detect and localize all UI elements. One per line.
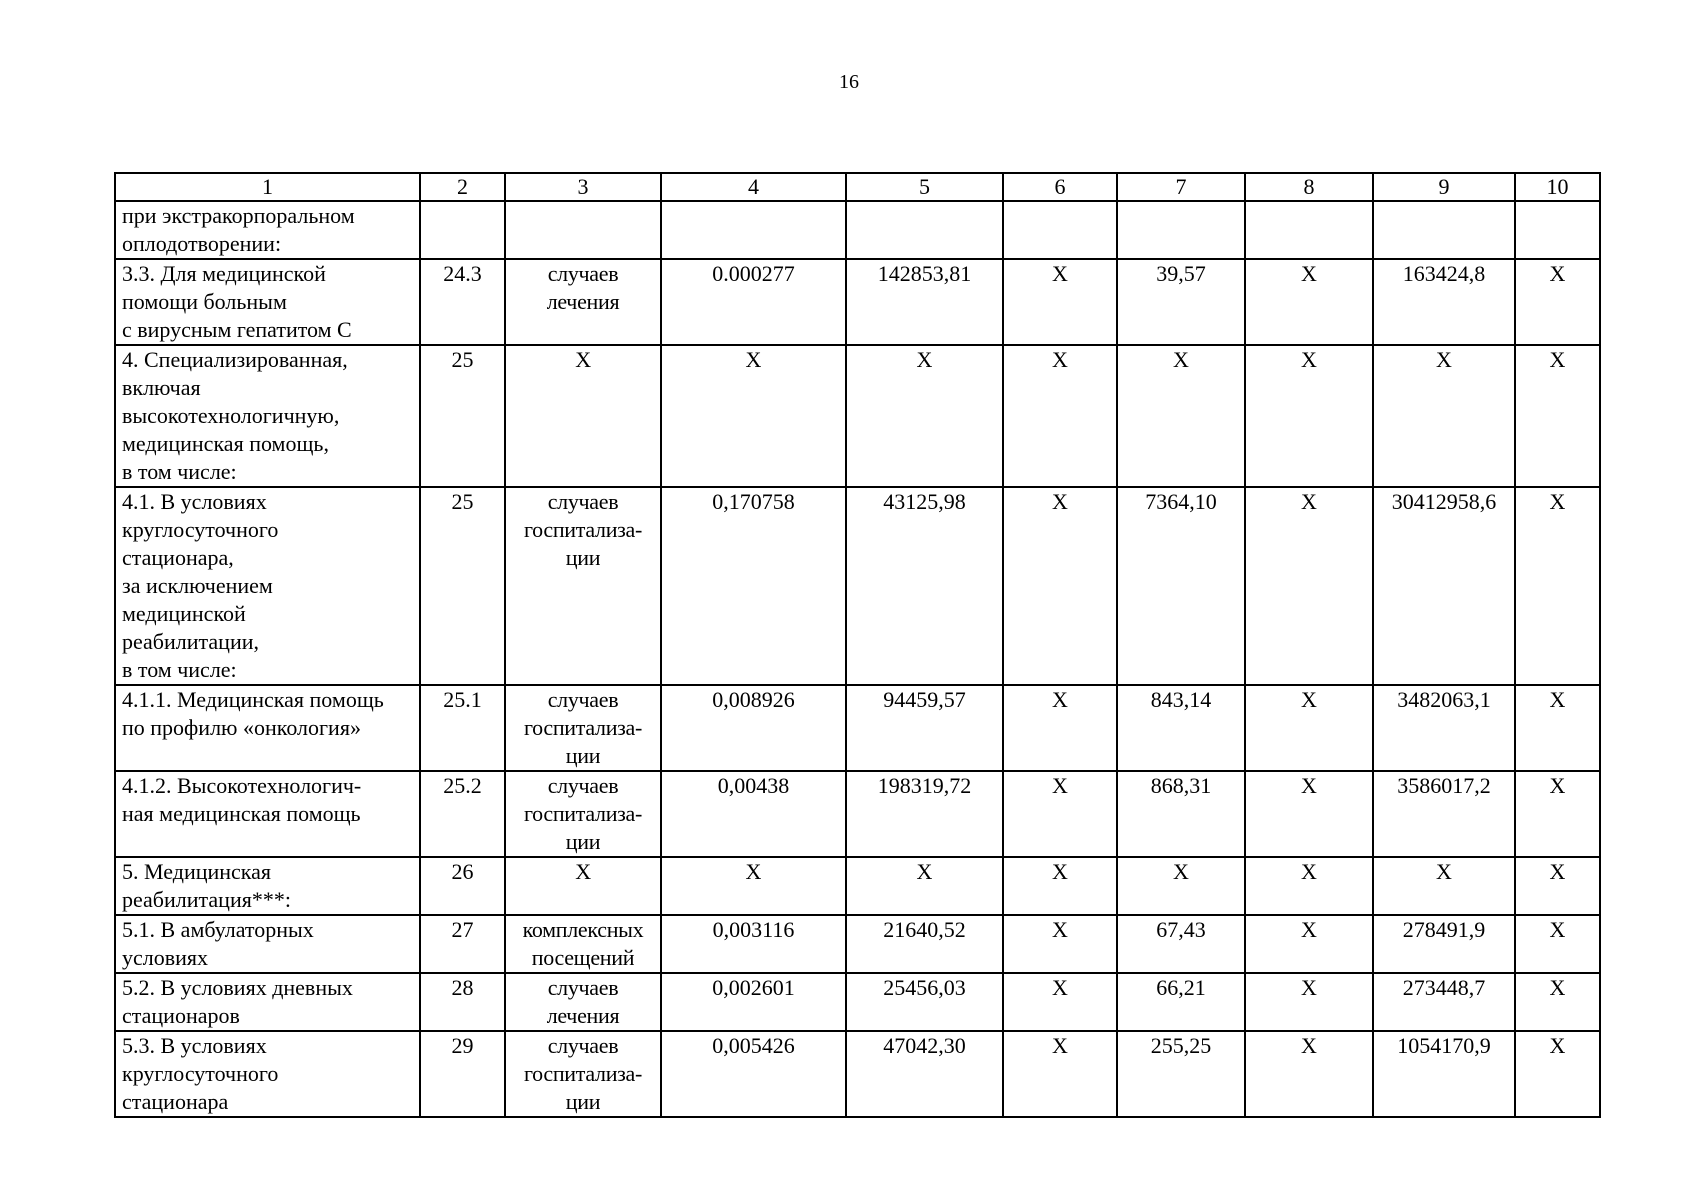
row-code: 28 xyxy=(420,973,505,1031)
row-unit-line: случаев xyxy=(547,773,619,798)
row-label xyxy=(115,1031,420,1117)
row-unit-line: комплексных xyxy=(522,917,644,942)
row-unit-line: лечения xyxy=(546,289,620,314)
row-label xyxy=(115,771,420,857)
row-label-line: включая xyxy=(122,375,201,400)
row-unit-line: ции xyxy=(565,1089,601,1114)
row-unit-line: госпитализа- xyxy=(523,1061,643,1086)
cell-c10: Х xyxy=(1515,915,1600,973)
row-label-line: 5. Медицинская xyxy=(122,859,272,884)
cell-c6: Х xyxy=(1003,857,1117,915)
row-label-line: с вирусным гепатитом С xyxy=(122,317,352,342)
col-header-5: 5 xyxy=(846,173,1003,201)
cell-c6: Х xyxy=(1003,771,1117,857)
cell-c10: Х xyxy=(1515,345,1600,487)
cell-c4: 0,008926 xyxy=(661,685,846,771)
table-row xyxy=(115,1031,1600,1117)
row-code: 26 xyxy=(420,857,505,915)
col-header-1: 1 xyxy=(115,173,420,201)
row-label-line: 5.3. В условиях xyxy=(122,1033,267,1058)
cell-c8: Х xyxy=(1245,487,1373,685)
cell-c10: Х xyxy=(1515,259,1600,345)
row-unit xyxy=(505,259,661,345)
cell-c10 xyxy=(1515,201,1600,259)
cell-c9: 273448,7 xyxy=(1373,973,1515,1031)
cell-c9: 3586017,2 xyxy=(1373,771,1515,857)
row-label-line: в том числе: xyxy=(122,459,237,484)
cell-c6: Х xyxy=(1003,345,1117,487)
row-unit xyxy=(505,685,661,771)
row-unit-line: госпитализа- xyxy=(523,801,643,826)
table-row xyxy=(115,685,1600,771)
cell-c10: Х xyxy=(1515,487,1600,685)
cell-c9 xyxy=(1373,201,1515,259)
row-label xyxy=(115,915,420,973)
cell-c7: 255,25 xyxy=(1117,1031,1245,1117)
table-row xyxy=(115,771,1600,857)
row-label-line: стационара, xyxy=(122,545,234,570)
row-label-line: 4.1. В условиях xyxy=(122,489,267,514)
row-unit-line: случаев xyxy=(547,489,619,514)
table-row xyxy=(115,201,1600,259)
row-label-line: реабилитации, xyxy=(122,629,259,654)
row-unit-line: Х xyxy=(575,859,591,884)
cell-c6 xyxy=(1003,201,1117,259)
row-label-line: оплодотворении: xyxy=(122,231,282,256)
row-code: 25 xyxy=(420,345,505,487)
col-header-4: 4 xyxy=(661,173,846,201)
cell-c5: 47042,30 xyxy=(846,1031,1003,1117)
row-label-line: 4. Специализированная, xyxy=(122,347,348,372)
cell-c5: Х xyxy=(846,857,1003,915)
row-code xyxy=(420,201,505,259)
row-label-line: круглосуточного xyxy=(122,1061,279,1086)
col-header-2: 2 xyxy=(420,173,505,201)
row-label-line: 3.3. Для медицинской xyxy=(122,261,326,286)
cell-c5: 198319,72 xyxy=(846,771,1003,857)
row-label-line: при экстракорпоральном xyxy=(122,203,355,228)
col-header-9: 9 xyxy=(1373,173,1515,201)
cell-c9: 30412958,6 xyxy=(1373,487,1515,685)
table-row xyxy=(115,345,1600,487)
cell-c5: 43125,98 xyxy=(846,487,1003,685)
row-label-line: в том числе: xyxy=(122,657,237,682)
cell-c6: Х xyxy=(1003,685,1117,771)
cell-c8: Х xyxy=(1245,1031,1373,1117)
cell-c9: 163424,8 xyxy=(1373,259,1515,345)
cell-c4: 0,00438 xyxy=(661,771,846,857)
cell-c6: Х xyxy=(1003,973,1117,1031)
row-unit xyxy=(505,857,661,915)
table-row xyxy=(115,857,1600,915)
cell-c4: 0,170758 xyxy=(661,487,846,685)
row-unit-line: случаев xyxy=(547,261,619,286)
cell-c5: 142853,81 xyxy=(846,259,1003,345)
row-label-line: медицинская помощь, xyxy=(122,431,329,456)
row-label-line: за исключением xyxy=(122,573,273,598)
cell-c8: Х xyxy=(1245,259,1373,345)
row-label-line: 5.2. В условиях дневных xyxy=(122,975,353,1000)
cell-c10: Х xyxy=(1515,973,1600,1031)
cell-c10: Х xyxy=(1515,771,1600,857)
cell-c8: Х xyxy=(1245,973,1373,1031)
cell-c9: 3482063,1 xyxy=(1373,685,1515,771)
row-label-line: высокотехнологичную, xyxy=(122,403,340,428)
col-header-6: 6 xyxy=(1003,173,1117,201)
row-unit-line: лечения xyxy=(546,1003,620,1028)
row-code: 25 xyxy=(420,487,505,685)
row-code: 27 xyxy=(420,915,505,973)
cell-c5: 21640,52 xyxy=(846,915,1003,973)
cell-c5: Х xyxy=(846,345,1003,487)
row-unit xyxy=(505,1031,661,1117)
cell-c6: Х xyxy=(1003,1031,1117,1117)
cell-c4: Х xyxy=(661,345,846,487)
row-label xyxy=(115,857,420,915)
row-label-line: реабилитация***: xyxy=(122,887,291,912)
row-code: 25.2 xyxy=(420,771,505,857)
cell-c7 xyxy=(1117,201,1245,259)
col-header-3: 3 xyxy=(505,173,661,201)
cell-c7: 7364,10 xyxy=(1117,487,1245,685)
row-label xyxy=(115,487,420,685)
cell-c5: 94459,57 xyxy=(846,685,1003,771)
cell-c8: Х xyxy=(1245,771,1373,857)
cell-c8 xyxy=(1245,201,1373,259)
row-label-line: 5.1. В амбулаторных xyxy=(122,917,314,942)
row-unit-line: случаев xyxy=(547,1033,619,1058)
row-label xyxy=(115,973,420,1031)
row-label-line: медицинской xyxy=(122,601,246,626)
cell-c7: 66,21 xyxy=(1117,973,1245,1031)
cell-c9: 1054170,9 xyxy=(1373,1031,1515,1117)
col-header-7: 7 xyxy=(1117,173,1245,201)
page-number: 16 xyxy=(839,71,859,93)
cell-c7: Х xyxy=(1117,857,1245,915)
cell-c9: Х xyxy=(1373,345,1515,487)
row-unit-line: случаев xyxy=(547,687,619,712)
col-header-8: 8 xyxy=(1245,173,1373,201)
cell-c6: Х xyxy=(1003,915,1117,973)
row-label xyxy=(115,685,420,771)
cell-c5: 25456,03 xyxy=(846,973,1003,1031)
row-label-line: ная медицинская помощь xyxy=(122,801,361,826)
row-label-line: стационара xyxy=(122,1089,229,1114)
col-header-10: 10 xyxy=(1515,173,1600,201)
row-label-line: по профилю «онкология» xyxy=(122,715,361,740)
table-row xyxy=(115,259,1600,345)
header-row xyxy=(115,173,1600,201)
row-unit-line: Х xyxy=(575,347,591,372)
cell-c4 xyxy=(661,201,846,259)
row-label-line: 4.1.1. Медицинская помощь xyxy=(122,687,384,712)
row-label-line: 4.1.2. Высокотехнологич- xyxy=(122,773,362,798)
cell-c4: 0,003116 xyxy=(661,915,846,973)
row-unit-line: госпитализа- xyxy=(523,517,643,542)
cell-c4: 0.000277 xyxy=(661,259,846,345)
cell-c10: Х xyxy=(1515,685,1600,771)
cell-c9: 278491,9 xyxy=(1373,915,1515,973)
row-label-line: круглосуточного xyxy=(122,517,279,542)
data-table xyxy=(114,172,1601,1118)
row-code: 25.1 xyxy=(420,685,505,771)
cell-c4: 0,005426 xyxy=(661,1031,846,1117)
row-unit xyxy=(505,973,661,1031)
row-unit xyxy=(505,771,661,857)
row-unit xyxy=(505,345,661,487)
cell-c7: 39,57 xyxy=(1117,259,1245,345)
row-label xyxy=(115,201,420,259)
row-unit xyxy=(505,201,661,259)
cell-c7: Х xyxy=(1117,345,1245,487)
row-unit-line: посещений xyxy=(531,945,635,970)
row-label xyxy=(115,259,420,345)
cell-c9: Х xyxy=(1373,857,1515,915)
cell-c5 xyxy=(846,201,1003,259)
cell-c8: Х xyxy=(1245,685,1373,771)
cell-c10: Х xyxy=(1515,1031,1600,1117)
row-label-line: помощи больным xyxy=(122,289,287,314)
row-label-line: условиях xyxy=(122,945,209,970)
cell-c6: Х xyxy=(1003,259,1117,345)
table-row xyxy=(115,973,1600,1031)
row-unit xyxy=(505,487,661,685)
row-unit-line: ции xyxy=(565,545,601,570)
row-unit-line: случаев xyxy=(547,975,619,1000)
row-unit xyxy=(505,915,661,973)
cell-c7: 868,31 xyxy=(1117,771,1245,857)
table-body xyxy=(115,201,1600,1117)
cell-c4: Х xyxy=(661,857,846,915)
table-row xyxy=(115,487,1600,685)
cell-c8: Х xyxy=(1245,345,1373,487)
row-code: 24.3 xyxy=(420,259,505,345)
row-code: 29 xyxy=(420,1031,505,1117)
table-row xyxy=(115,915,1600,973)
cell-c7: 67,43 xyxy=(1117,915,1245,973)
cell-c8: Х xyxy=(1245,915,1373,973)
cell-c4: 0,002601 xyxy=(661,973,846,1031)
row-unit-line: ции xyxy=(565,829,601,854)
row-label xyxy=(115,345,420,487)
row-unit-line: ции xyxy=(565,743,601,768)
cell-c6: Х xyxy=(1003,487,1117,685)
cell-c7: 843,14 xyxy=(1117,685,1245,771)
row-label-line: стационаров xyxy=(122,1003,240,1028)
row-unit-line: госпитализа- xyxy=(523,715,643,740)
cell-c10: Х xyxy=(1515,857,1600,915)
cell-c8: Х xyxy=(1245,857,1373,915)
